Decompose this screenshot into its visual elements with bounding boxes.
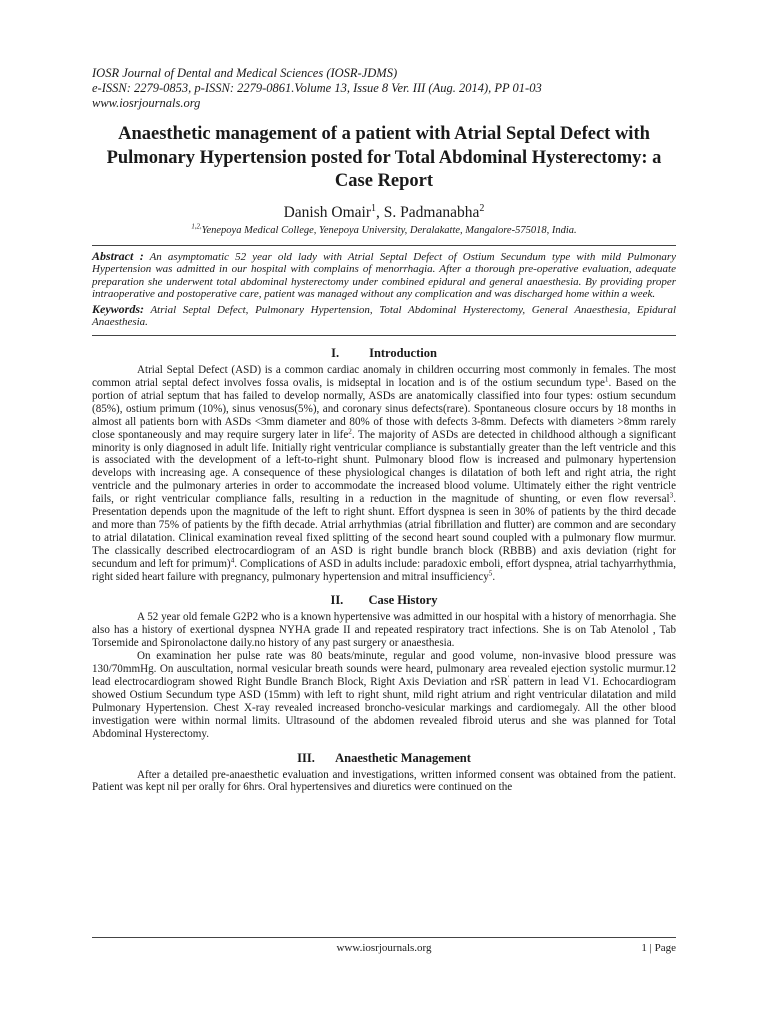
abstract-top-rule [92,245,676,246]
abstract-label: Abstract : [92,248,144,263]
abstract-text: An asymptomatic 52 year old lady with Atrial Septal Defect of Ostium Secundum type with mild Pulmonary Hypertension was admitted in our hospital with complains of menorrhagia. After a thorough pre-operative evaluation, adequate preparation she underwent total abdominal hysterectomy under combined epidural and general anaesthesia. By providing proper intraoperative and postoperative care, patient was managed without any complication and was discharged home within a week. [92,250,676,301]
keywords [92,303,676,329]
section-case-history [92,593,676,740]
authors [92,204,676,222]
section-heading [92,593,676,608]
section-title: Introduction [369,346,437,361]
section-heading [92,751,676,766]
journal-header [92,66,676,111]
case-paragraph-1: A 52 year old female G2P2 who is a known hypertensive was admitted in our hospital with a history of menorrhagia. She also has a history of exertional dyspnea NYHA grade II and repeated respiratory tract infections. She is on Tab Atenolol , Tab Torsemide and Spironolactone daily.no history of any past surgery or anaesthesia. [92,611,676,650]
citation-ref: 3 [669,491,674,500]
citation-ref: 5 [488,568,493,577]
paper-title: Anaesthetic management of a patient with Atrial Septal Defect with Pulmonary Hypertension posted for Total Abdominal Hysterectomy: a Case Report [106,124,662,191]
text-run: . [492,570,496,583]
author-2: S. Padmanabha [383,203,480,221]
text-run: . The majority of ASDs are detected in childhood although a significant minority is only diagnosed in adult life. Initially right ventricular compliance is substantially greater than the left ventricle and this is associated with the development of a left-to-right shunt. Pulmonary blood flow is increased and pulmonary hypertension develops with increasing age. A consequence of these physiological changes is dilatation of both left and right atria, the right ventricle and the pulmonary arteries in order to accommodate the increased blood volume. Ultimately either the right ventricle fails, or right ventricular compliance falls, resulting in a reduction in the magnitude of shunting, or even flow reversal [92,428,676,506]
affiliation-sup: 1,2, [191,223,202,230]
text-run: . Based on the portion of atrial septum that has failed to develop normally, ASDs are anatomically classified into four types: ostium secundum (85%), ostium primum (10%), sinus venosus(5%), and coronary sinus defects(rare). Spontaneous closure occurs by 18 months in almost all patients born with ASDs <3mm diameter and 80% of those with defects 3-8mm. Defects with diameters >8mm rarely close spontaneously and may require surgery later in life [92,376,676,441]
management-paragraph: After a detailed pre-anaesthetic evaluation and investigations, written informed consent was obtained from the patient. Patient was kept nil per orally for 6hrs. Oral hypertensives and diuretics were continued on the [92,768,676,794]
citation-ref: 2 [348,426,352,435]
section-heading [92,346,676,361]
footer-url[interactable]: www.iosrjournals.org [336,942,432,954]
abstract [92,250,676,301]
affiliation-text: Yenepoya Medical College, Yenepoya University, Deralakatte, Mangalore-575018, India. [201,224,577,236]
keywords-text: Atrial Septal Defect, Pulmonary Hypertension, Total Abdominal Hysterectomy, General Anaesthesia, Epidural Anaesthesia. [92,303,676,329]
affiliation [92,224,676,237]
citation-ref: 1 [604,375,609,384]
author-separator: , [376,203,384,221]
author-1-sup: 1 [371,202,377,214]
section-introduction [92,346,676,583]
journal-url[interactable]: www.iosrjournals.org [92,96,201,110]
text-run: . Presentation depends upon the magnitude of the left to right shunt. Effort dyspnea is seen in 30% of patients by the third decade and more than 75% of patients by the fifth decade. Atrial arrhythmias (atrial fibrillation and flutter) are common and are secondary to atrial dilatation. Clinical examination reveal fixed splitting of the second heart sound coupled with a pulmonary flow murmur. The classically described electrocardiogram of an ASD is right bundle branch block (RBBB) and axis deviation (right for secundum and left for primum) [92,493,676,570]
section-title: Anaesthetic Management [335,750,471,765]
section-number: I. [331,346,340,361]
author-1: Danish Omair [283,203,371,221]
journal-name: IOSR Journal of Dental and Medical Sciences (IOSR-JDMS) [92,66,398,80]
footer-page-number: 1 | Page [641,942,676,954]
case-paragraph-2 [92,650,676,740]
text-run: . Complications of ASD in adults include: paradoxic emboli, effort dyspnea, atrial tachyarrhythmia, right sided heart failure with pregnancy, pulmonary hypertension and mitral insufficiency [92,557,677,583]
text-run: Atrial Septal Defect (ASD) is a common cardiac anomaly in children occurring most commonly in females. The most common atrial septal defect involves fossa ovalis, is midseptal in location and is of the ostium secundum type [92,364,676,389]
citation-ref: 4 [230,555,235,564]
keywords-label: Keywords: [92,301,144,316]
text-run: On examination her pulse rate was 80 beats/minute, regular and good volume, non-invasive blood pressure was 130/70mmHg. On auscultation, normal vesicular breath sounds were heard, pulmonary area revealed ejection systolic murmur.12 lead electrocardiogram showed Right Bundle Branch Block, Right Axis Deviation and rSR [92,650,676,688]
prime-mark: ' [507,674,510,683]
abstract-bottom-rule [92,335,676,336]
introduction-paragraph [92,364,676,583]
text-run: pattern in lead V1. Echocardiogram showed Ostium Secundum type ASD (15mm) with left to right shunt, mild right atrium and right ventricular dilatation and mild Pulmonary Hypertension. Chest X-ray revealed increased broncho-vesicular markings and cardiomegaly. All the other blood investigation were within normal limits. Ultrasound of the abdomen revealed fibroid uterus and she was planned for Total Abdominal Hysterectomy. [92,676,676,740]
section-number: II. [330,593,344,608]
section-number: III. [297,750,315,765]
footer-rule [92,937,676,938]
author-2-sup: 2 [479,202,485,214]
section-title: Case History [368,593,438,608]
journal-issn: e-ISSN: 2279-0853, p-ISSN: 2279-0861.Volume 13, Issue 8 Ver. III (Aug. 2014), PP 01-03 [92,81,542,95]
section-anaesthetic-management [92,751,676,795]
